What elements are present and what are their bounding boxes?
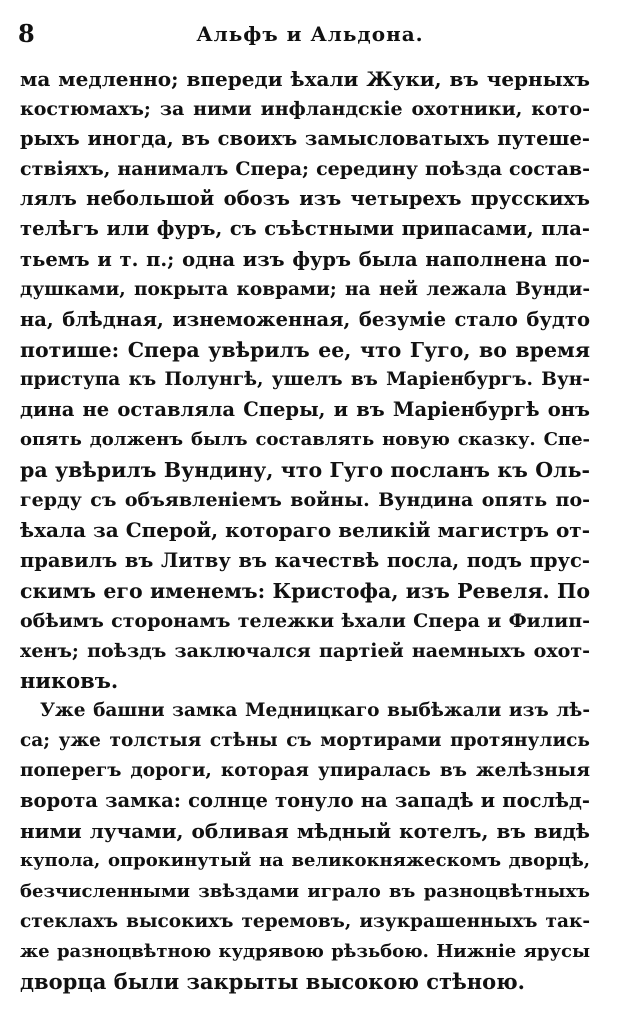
text-line: рыхъ иногда, въ своихъ замысловатыхъ путеше- xyxy=(20,127,590,151)
page-number: 8 xyxy=(18,19,35,48)
text-line: телѣгъ или фуръ, съ съѣстными припасами, пла- xyxy=(20,217,590,241)
text-line: безчисленными звѣздами играло въ разноцвѣтныхъ xyxy=(20,880,590,902)
text-line: ра увѣрилъ Вундину, что Гуго посланъ къ Оль- xyxy=(20,458,590,483)
paragraph-1 xyxy=(20,64,590,696)
text-line: опять долженъ былъ составлять новую сказку. Спе- xyxy=(20,429,590,451)
text-line: ма медленно; впереди ѣхали Жуки, въ черныхъ xyxy=(20,67,590,91)
text-line: костюмахъ; за ними инфландскіе охотники, кото- xyxy=(20,98,590,121)
text-line: потише: Спера увѣрилъ ее, что Гуго, во время xyxy=(20,337,590,362)
text-line: ствіяхъ, нанималъ Спера; середину поѣзда состав- xyxy=(20,158,590,181)
running-title: Альфъ и Альдона. xyxy=(196,22,424,46)
text-line: ними лучами, обливая мѣдный котелъ, въ видѣ xyxy=(20,819,590,844)
text-line: дворца были закрыты высокою стѣною. xyxy=(20,968,525,994)
text-line: никовъ. xyxy=(20,667,119,693)
text-line: купола, опрокинутый на великокняжескомъ дворцѣ, xyxy=(20,850,590,872)
paragraph-2 xyxy=(20,696,590,997)
text-line: дина не оставляла Сперы, и въ Маріенбургѣ онъ xyxy=(20,398,590,422)
text-line: хенъ; поѣздъ заключался партіей наемныхъ охот- xyxy=(20,639,590,662)
text-line: ворота замка: солнце тонуло на западѣ и послѣд- xyxy=(20,789,590,813)
text-line: поперегъ дороги, которая упиралась въ желѣзныя xyxy=(20,760,590,782)
text-line: скимъ его именемъ: Кристофа, изъ Ревеля. По xyxy=(20,578,590,603)
text-line: на, блѣдная, изнеможенная, безуміе стало будто xyxy=(20,307,590,331)
text-line: герду съ объявленіемъ войны. Вундина опять по- xyxy=(20,489,590,512)
page-header xyxy=(18,18,602,50)
text-line: са; уже толстыя стѣны съ мортирами протянулись xyxy=(20,730,590,752)
text-line: душками, покрыта коврами; на ней лежала Вунди- xyxy=(20,278,590,300)
text-line: обѣимъ сторонамъ тележки ѣхали Спера и Филип- xyxy=(20,609,590,632)
body-text xyxy=(20,64,590,997)
text-line: Уже башни замка Медницкаго выбѣжали изъ лѣ- xyxy=(40,699,590,721)
text-line: тьемъ и т. п.; одна изъ фуръ была наполнена по- xyxy=(20,247,590,271)
text-line: приступа къ Полунгѣ, ушелъ въ Маріенбургъ. Вун- xyxy=(20,368,590,390)
text-line: стеклахъ высокихъ теремовъ, изукрашенныхъ так- xyxy=(20,910,590,932)
text-line: лялъ небольшой обозъ изъ четырехъ прусскихъ xyxy=(20,187,590,211)
text-line: ѣхала за Сперой, котораго великій магистръ от- xyxy=(20,518,590,543)
text-line: правилъ въ Литву въ качествѣ посла, подъ прус- xyxy=(20,548,590,572)
text-line: же разноцвѣтною кудрявою рѣзьбою. Нижніе ярусы xyxy=(20,940,590,962)
